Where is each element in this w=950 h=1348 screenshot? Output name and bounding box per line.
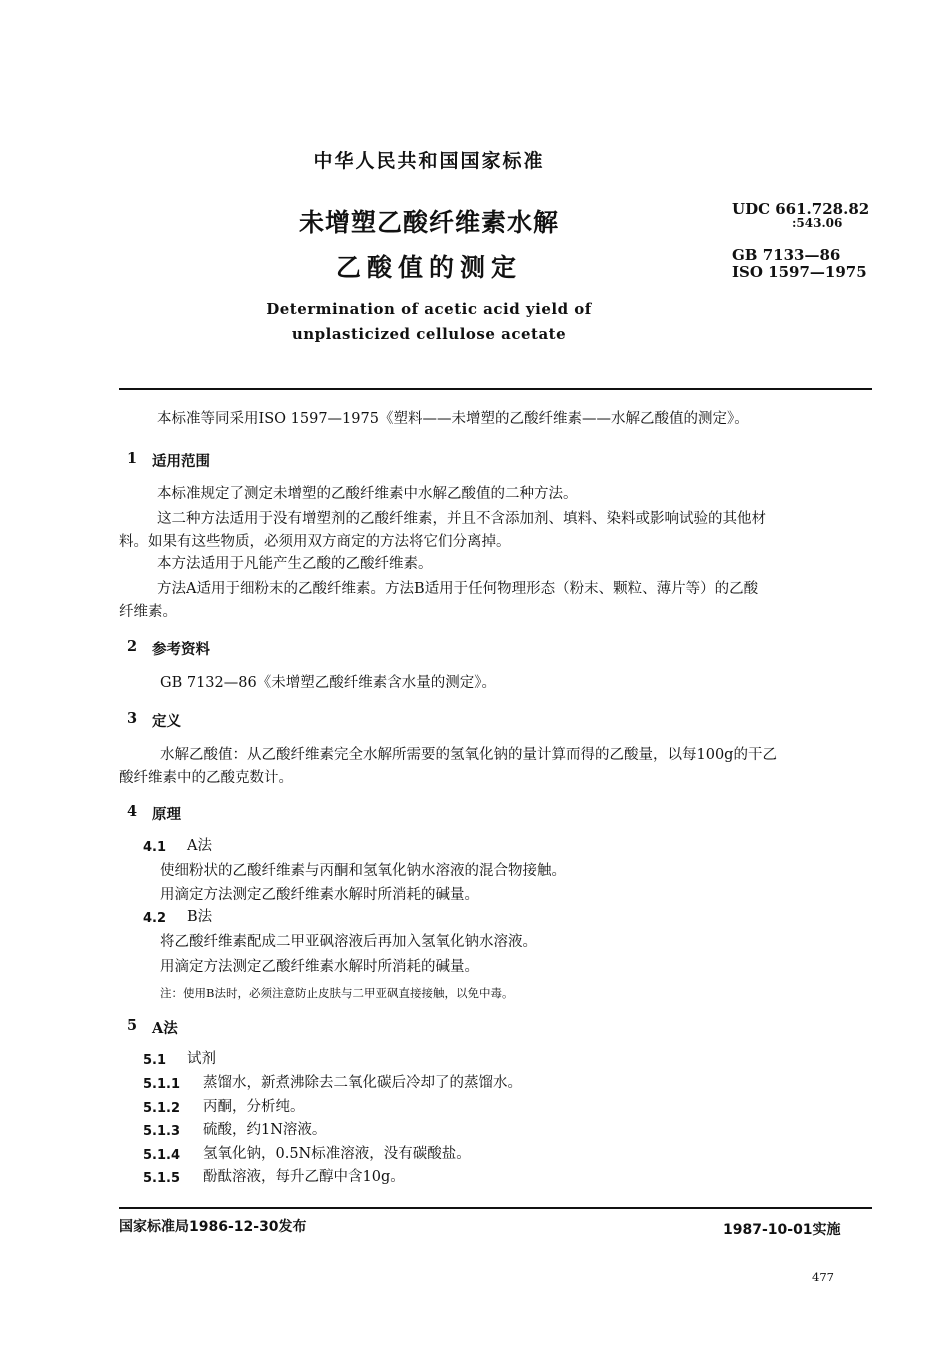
effective-date: 1987-10-01实施	[723, 1222, 841, 1238]
item-text: 试剂	[187, 1051, 216, 1067]
section-5-title: A法	[152, 1020, 178, 1037]
national-standard-heading: 中华人民共和国国家标准	[313, 150, 545, 172]
section-3-number: 3	[127, 710, 138, 727]
section-4-title: 原理	[152, 806, 181, 823]
section-1-p2-line1: 这二种方法适用于没有增塑剂的乙酸纤维素，并且不含添加剂、填料、染料或影响试验的其他材	[157, 511, 766, 527]
item-number: 5.1	[143, 1053, 167, 1068]
section-1-p4-line2: 纤维素。	[119, 604, 177, 620]
section-4-1-title: A法	[187, 838, 212, 854]
section-1-title: 适用范围	[152, 453, 210, 470]
item-text: 丙酮，分析纯。	[203, 1099, 305, 1115]
section-4-2-title: B法	[187, 909, 213, 925]
title-cn-line1: 未增塑乙酸纤维素水解	[298, 208, 559, 237]
item-text: 氢氧化钠，0.5N标准溶液，没有碳酸盐。	[203, 1146, 471, 1162]
item-text: 酚酞溶液，每升乙醇中含10g。	[203, 1169, 405, 1185]
intro-paragraph: 本标准等同采用ISO 1597—1975《塑料——未增塑的乙酸纤维素——水解乙酸值的测定》。	[157, 411, 749, 427]
section-3-p1-line1: 水解乙酸值：从乙酸纤维素完全水解所需要的氢氧化钠的量计算而得的乙酸量，以每100g的干乙	[160, 747, 777, 763]
udc-code: UDC 661.728.82	[732, 200, 870, 218]
section-4-1-number: 4.1	[143, 840, 167, 855]
title-en-line1: Determination of acetic acid yield of	[266, 300, 592, 318]
title-cn-line2: 乙酸值的测定	[335, 253, 522, 282]
item-number: 5.1.1	[143, 1077, 181, 1092]
section-4-1-p2: 用滴定方法测定乙酸纤维素水解时所消耗的碱量。	[160, 887, 479, 903]
title-en-line2: unplasticized cellulose acetate	[291, 325, 567, 343]
section-1-p1: 本标准规定了测定未增塑的乙酸纤维素中水解乙酸值的二种方法。	[157, 486, 578, 502]
section-1-p2-line2: 料。如果有这些物质，必须用双方商定的方法将它们分离掉。	[119, 534, 511, 550]
footer-divider	[119, 1207, 872, 1209]
gb-code: GB 7133—86	[732, 246, 841, 264]
section-4-2-p1: 将乙酸纤维素配成二甲亚砜溶液后再加入氢氧化钠水溶液。	[160, 934, 537, 950]
section-4-2-number: 4.2	[143, 911, 167, 926]
section-1-number: 1	[127, 450, 138, 467]
iso-code: ISO 1597—1975	[732, 263, 867, 281]
item-number: 5.1.4	[143, 1148, 181, 1163]
section-1-p3: 本方法适用于凡能产生乙酸的乙酸纤维素。	[157, 556, 433, 572]
section-2-title: 参考资料	[152, 641, 210, 658]
page-number: 477	[812, 1270, 834, 1284]
section-4-number: 4	[127, 803, 138, 820]
item-number: 5.1.5	[143, 1171, 181, 1186]
section-4-2-p2: 用滴定方法测定乙酸纤维素水解时所消耗的碱量。	[160, 959, 479, 975]
section-2-p1: GB 7132—86《未增塑乙酸纤维素含水量的测定》。	[160, 675, 496, 691]
section-4-note: 注：使用B法时，必须注意防止皮肤与二甲亚砜直接接触，以免中毒。	[160, 986, 514, 1000]
section-4-1-p1: 使细粉状的乙酸纤维素与丙酮和氢氧化钠水溶液的混合物接触。	[160, 863, 566, 879]
section-1-p4-line1: 方法A适用于细粉末的乙酸纤维素。方法B适用于任何物理形态（粉末、颗粒、薄片等）的乙酸	[157, 581, 759, 597]
item-text: 蒸馏水，新煮沸除去二氧化碳后冷却了的蒸馏水。	[203, 1075, 522, 1091]
header-divider	[119, 388, 872, 390]
item-number: 5.1.2	[143, 1101, 181, 1116]
udc-code-cont: :543.06	[792, 216, 843, 230]
section-3-title: 定义	[152, 713, 181, 730]
item-number: 5.1.3	[143, 1124, 181, 1139]
section-2-number: 2	[127, 638, 138, 655]
section-3-p1-line2: 酸纤维素中的乙酸克数计。	[119, 770, 293, 786]
issue-date: 国家标准局1986-12-30发布	[119, 1219, 307, 1235]
item-text: 硫酸，约1N溶液。	[203, 1122, 327, 1138]
section-5-number: 5	[127, 1017, 138, 1034]
